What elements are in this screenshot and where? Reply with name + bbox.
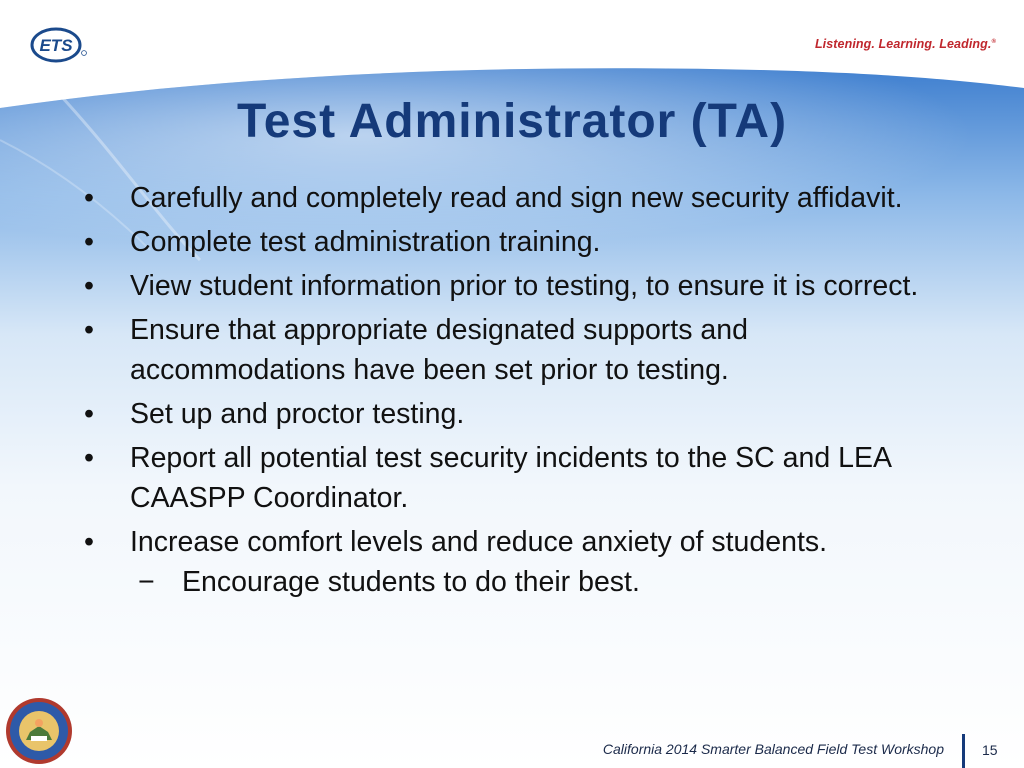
bullet-item: [74, 438, 954, 518]
sub-bullet-item: [74, 562, 954, 602]
bullet-text: Ensure that appropriate designated supports and accommodations have been set prior to testing.: [130, 314, 748, 386]
bullet-text: Carefully and completely read and sign new security affidavit.: [130, 182, 903, 214]
dash-icon: −: [138, 566, 155, 598]
bullet-text: Increase comfort levels and reduce anxiety of students.: [130, 526, 828, 558]
department-of-education-seal: [4, 696, 74, 766]
bullet-dot-icon: •: [84, 526, 94, 558]
bullet-text: Complete test administration training.: [130, 226, 601, 258]
bullet-dot-icon: •: [84, 442, 94, 474]
bullet-item: [74, 522, 954, 602]
slide-title: Test Administrator (TA): [236, 95, 788, 148]
bullet-item: [74, 310, 954, 390]
bullet-text: Report all potential test security incidents to the SC and LEA CAASPP Coordinator.: [130, 442, 891, 514]
tagline: Listening. Learning. Leading.®: [814, 37, 996, 51]
bullet-list: [74, 178, 954, 606]
sub-bullet-text: Encourage students to do their best.: [182, 566, 640, 598]
bullet-text: Set up and proctor testing.: [130, 398, 465, 430]
tagline-text: Listening. Learning. Leading.: [814, 37, 992, 51]
bullet-text: View student information prior to testing, to ensure it is correct.: [130, 270, 919, 302]
bullet-item: [74, 394, 954, 434]
bullet-item: [74, 222, 954, 262]
bullet-dot-icon: •: [84, 182, 94, 214]
footer-workshop-text: California 2014 Smarter Balanced Field Test Workshop: [602, 741, 944, 757]
bullet-dot-icon: •: [84, 226, 94, 258]
bullet-dot-icon: •: [84, 398, 94, 430]
bullet-item: [74, 178, 954, 218]
bullet-item: [74, 266, 954, 306]
bullet-dot-icon: •: [84, 314, 94, 346]
ets-logo: [28, 22, 90, 68]
page-number: 15: [982, 742, 998, 758]
footer-divider: [962, 734, 965, 768]
ets-logo-text: ETS: [39, 36, 73, 55]
bullet-dot-icon: •: [84, 270, 94, 302]
